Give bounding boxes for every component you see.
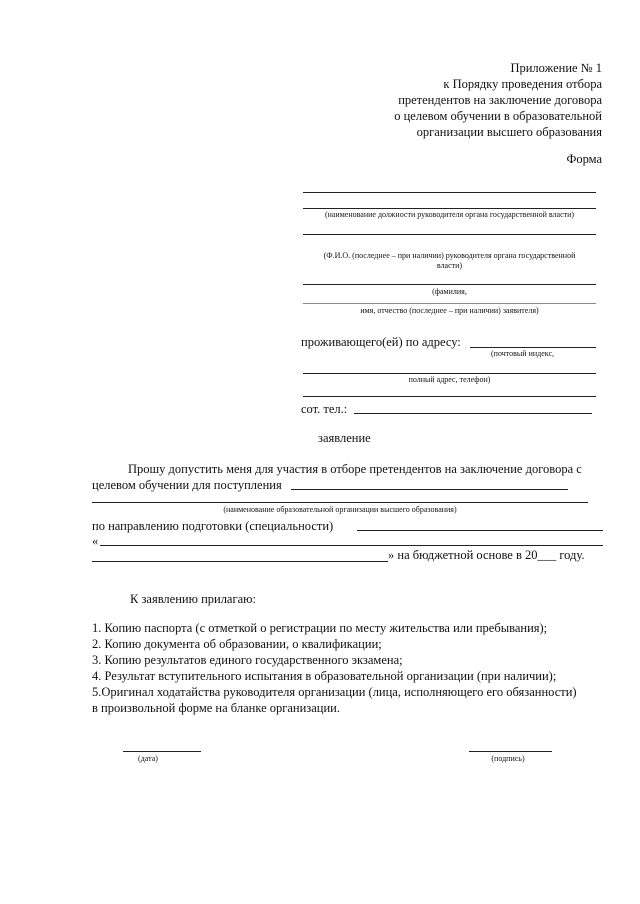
- caption-institution: (наименование образовательной организации высшего образования): [223, 505, 457, 514]
- direction-field[interactable]: [100, 545, 603, 546]
- caption-line: (Ф.И.О. (последнее – при наличии) руководителя органа государственной: [323, 251, 576, 260]
- blank-line[interactable]: [303, 373, 596, 374]
- appendix-line: о целевом обучении в образовательной: [394, 109, 602, 123]
- appendix-number: Приложение № 1: [510, 61, 602, 75]
- phone-label: сот. тел.:: [301, 402, 348, 416]
- caption-signature: (подпись): [491, 754, 525, 763]
- caption-official-position: (наименование должности руководителя органа государственной власти): [324, 210, 575, 219]
- signature-field[interactable]: [469, 751, 552, 752]
- appendix-header: [282, 60, 602, 140]
- caption-official-name: [303, 251, 596, 271]
- blank-line[interactable]: [303, 192, 596, 193]
- residing-label: проживающего(ей) по адресу:: [301, 335, 461, 349]
- address-field[interactable]: [470, 347, 596, 348]
- caption-applicant-name: имя, отчество (последнее – при наличии) заявителя): [360, 306, 539, 315]
- attachment-item: 3. Копию результатов единого государственного экзамена;: [92, 653, 403, 667]
- request-paragraph: Прошу допустить меня для участия в отборе претендентов на заключение договора с: [128, 462, 582, 476]
- institution-field[interactable]: [291, 489, 568, 490]
- document-title: заявление: [318, 431, 371, 445]
- attachment-item: 1. Копию паспорта (с отметкой о регистрации по месту жительства или пребывания);: [92, 621, 548, 635]
- caption-postal-index: (почтовый индекс,: [491, 349, 555, 358]
- form-label: Форма: [566, 152, 602, 166]
- caption-line: власти): [436, 261, 463, 270]
- appendix-line: организации высшего образования: [416, 125, 602, 139]
- blank-line[interactable]: [303, 234, 596, 235]
- direction-label: по направлению подготовки (специальности): [92, 519, 334, 533]
- caption-date: (дата): [138, 754, 158, 763]
- quote-open: «: [92, 534, 99, 548]
- blank-line[interactable]: [303, 303, 596, 304]
- blank-line[interactable]: [303, 284, 596, 285]
- attachment-item: 4. Результат вступительного испытания в образовательной организации (при наличии);: [92, 669, 557, 683]
- institution-field[interactable]: [92, 502, 588, 503]
- attachment-item: 5.Оригинал ходатайства руководителя организации (лица, исполняющего его обязанности): [92, 685, 577, 699]
- attachment-item: 2. Копию документа об образовании, о квалификации;: [92, 637, 382, 651]
- caption-surname: (фамилия,: [432, 287, 467, 296]
- attachments-list: [92, 620, 612, 716]
- caption-full-address: полный адрес, телефон): [408, 375, 491, 384]
- appendix-line: претендентов на заключение договора: [398, 93, 602, 107]
- date-field[interactable]: [123, 751, 201, 752]
- budget-text: » на бюджетной основе в 20___ году.: [388, 548, 585, 562]
- attachments-intro: К заявлению прилагаю:: [130, 592, 256, 606]
- direction-field[interactable]: [357, 530, 603, 531]
- phone-field[interactable]: [354, 413, 592, 414]
- direction-field[interactable]: [92, 561, 388, 562]
- request-paragraph-cont: целевом обучении для поступления: [92, 478, 282, 492]
- blank-line[interactable]: [303, 396, 596, 397]
- appendix-line: к Порядку проведения отбора: [443, 77, 602, 91]
- blank-line[interactable]: [303, 208, 596, 209]
- attachment-item-cont: в произвольной форме на бланке организации.: [92, 701, 340, 715]
